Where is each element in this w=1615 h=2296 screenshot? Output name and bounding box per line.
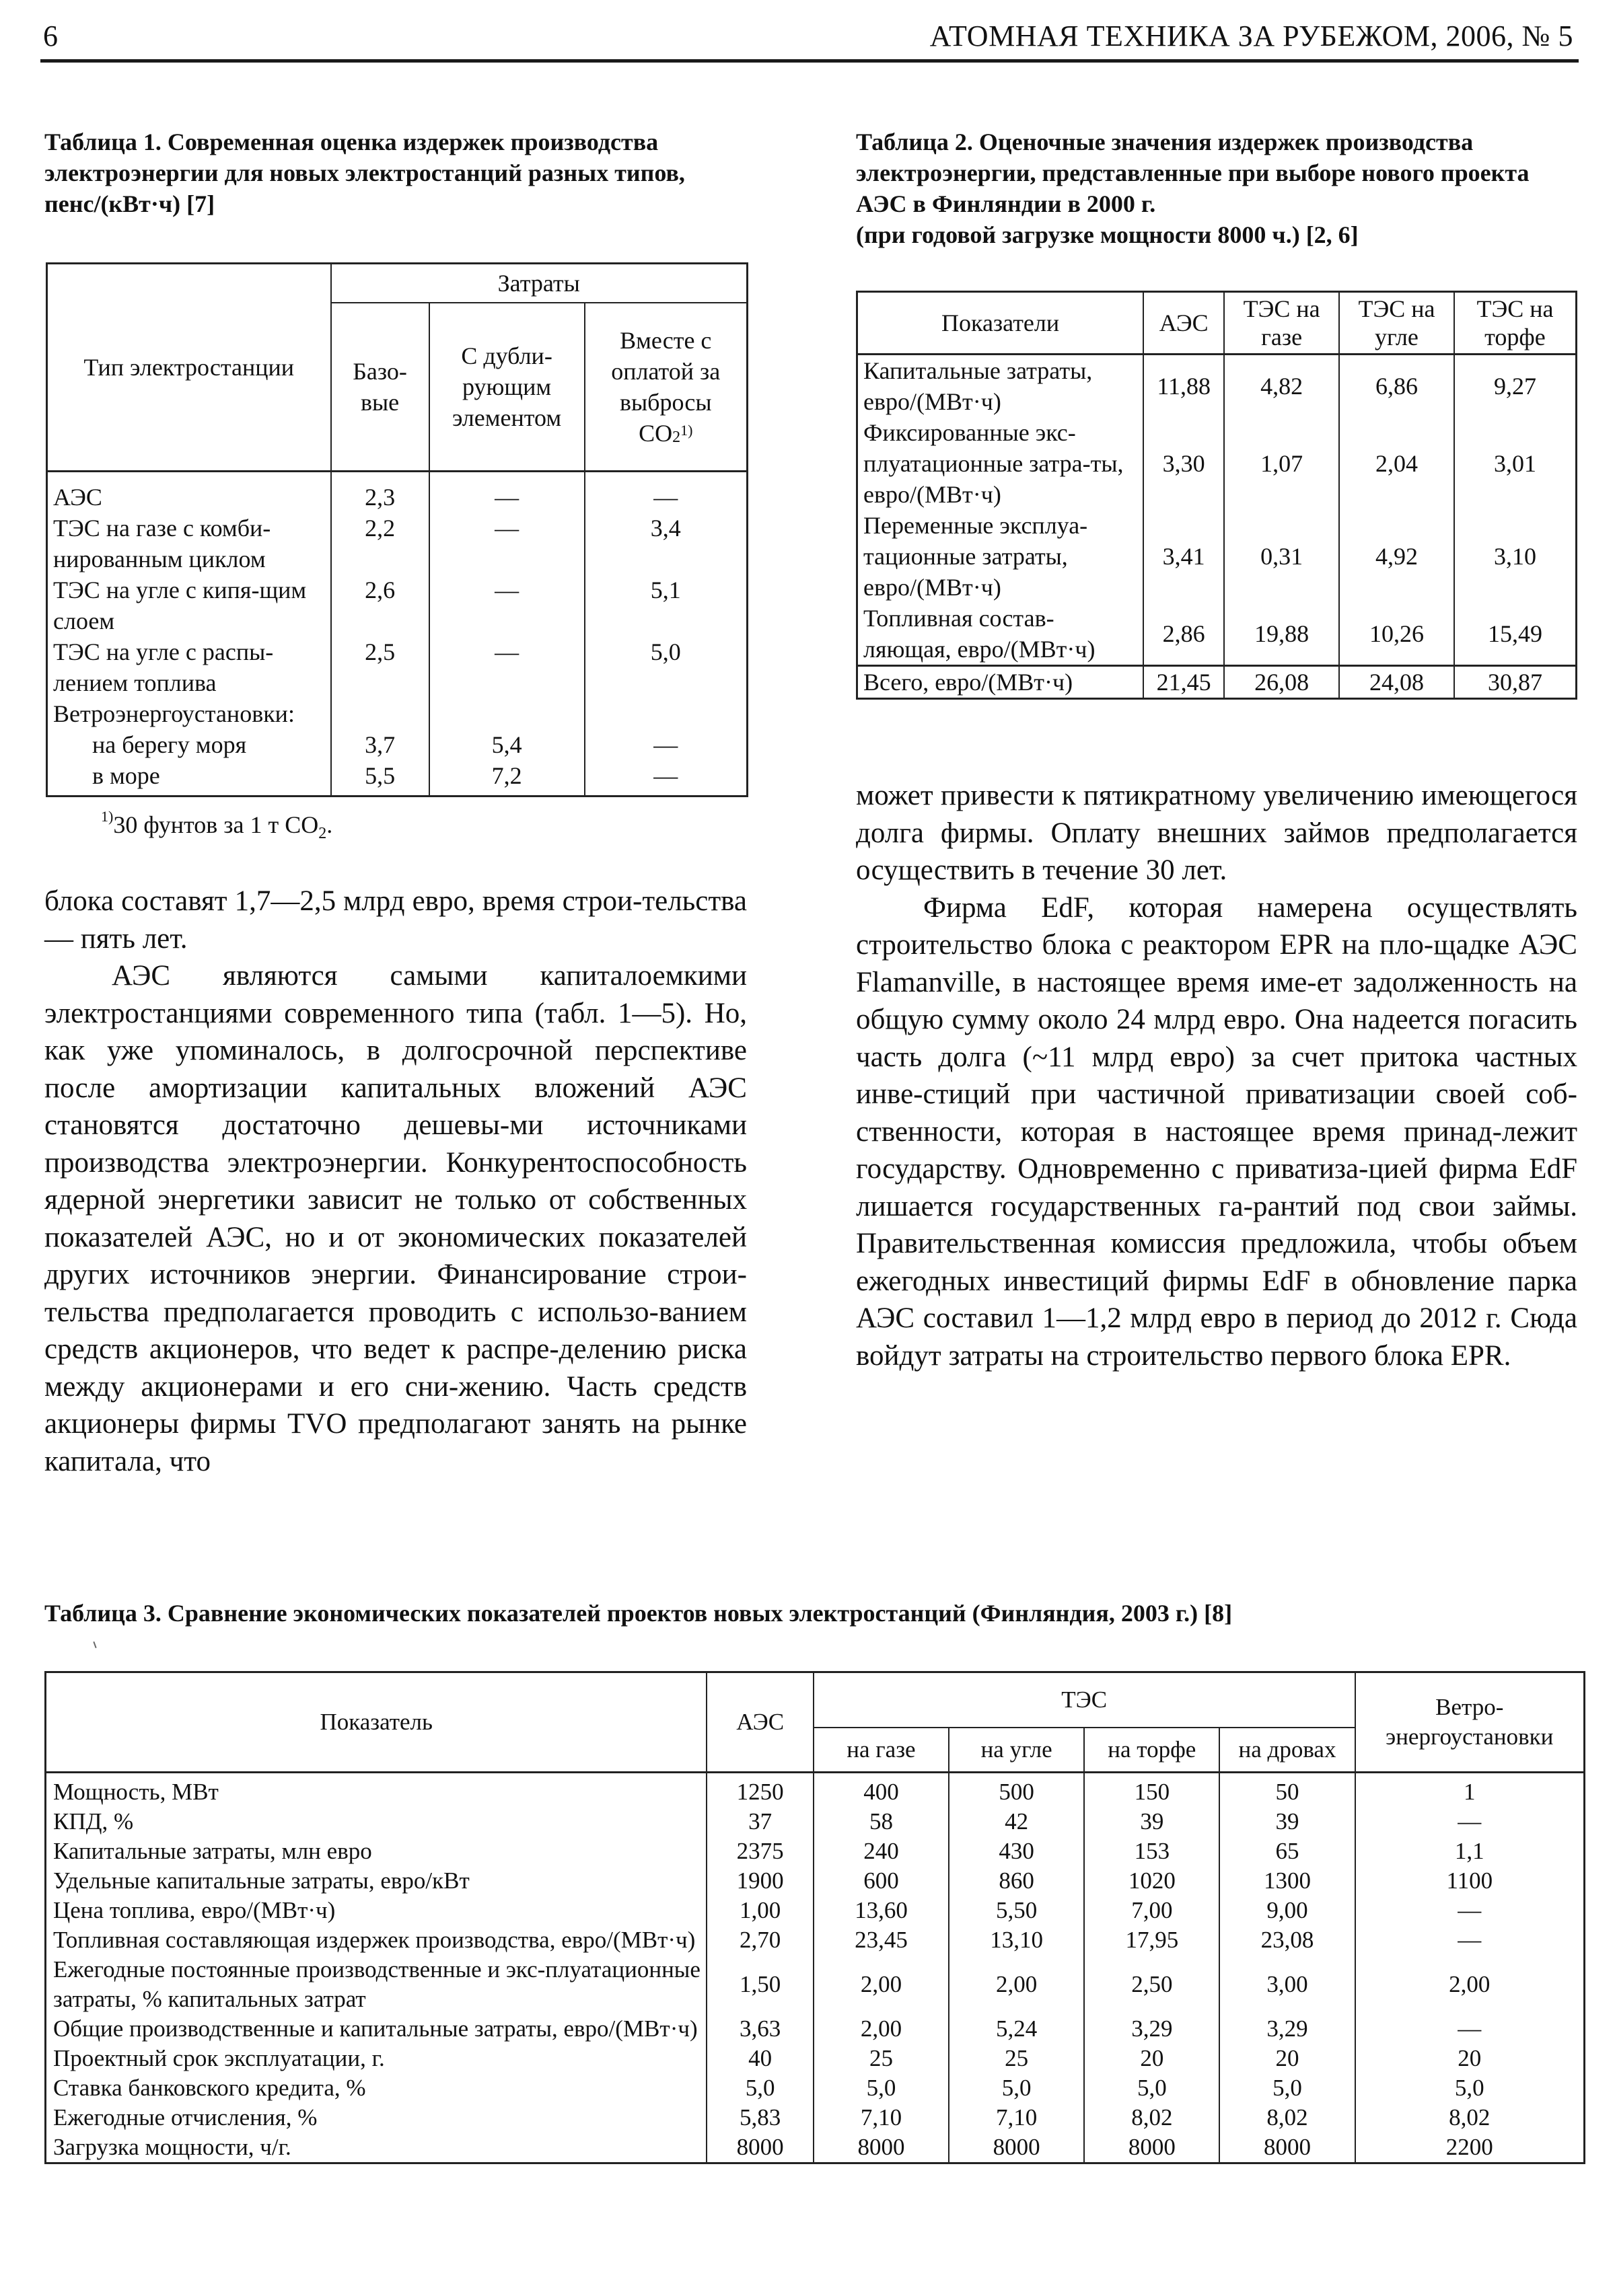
t3-cell-value: — [1355,1896,1585,1925]
t2-header-gas: ТЭС на газе [1224,292,1339,355]
t3-cell-value: 1100 [1355,1866,1585,1896]
t1-header-group: Затраты [331,264,748,303]
t3-cell-label: Капитальные затраты, млн евро [46,1837,707,1866]
t2-cell-value: 4,92 [1339,510,1454,603]
t3-row [46,2133,1585,2163]
t3-row [46,1866,1585,1896]
t2-cell-label: Капитальные затраты, евро/(МВт·ч) [857,355,1144,418]
t2-cell-value: 9,27 [1454,355,1577,418]
body-right-column [856,777,1577,1374]
t1-cell-co2 [585,698,748,729]
t2-cell-value: 19,88 [1224,603,1339,666]
t3-cell-value: 25 [814,2044,949,2073]
table2-caption-line2: (при годовой загрузке мощности 8000 ч.) [2, 6] [856,221,1359,248]
t3-cell-value: 3,29 [1219,2014,1355,2044]
t2-total-value: 21,45 [1143,666,1224,699]
t1-header-type: Тип электростанции [47,264,331,472]
t3-cell-value: 1 [1355,1773,1585,1808]
t3-cell-value: 5,24 [949,2014,1084,2044]
t1-cell-co2: — [585,472,748,513]
t3-cell-value: 150 [1084,1773,1219,1808]
t3-cell-value: 600 [814,1866,949,1896]
t3-cell-value: 8,02 [1219,2103,1355,2133]
t3-cell-value: 8000 [1219,2133,1355,2163]
t3-cell-value: 5,0 [1219,2073,1355,2103]
t1-cell-backup: — [429,575,585,636]
t3-cell-value: 5,0 [1084,2073,1219,2103]
t3-row [46,1807,1585,1837]
t2-cell-value: 1,07 [1224,417,1339,510]
t2-row [857,510,1577,603]
t1-row [47,760,748,797]
table2-caption [856,126,1583,250]
t2-cell-label: Топливная состав-ляющая, евро/(МВт·ч) [857,603,1144,666]
scan-mark [93,1641,96,1648]
t2-cell-value: 2,04 [1339,417,1454,510]
t1-cell-label: Ветроэнергоустановки: [47,698,331,729]
t2-cell-value: 2,86 [1143,603,1224,666]
t3-cell-value: 2,00 [814,1955,949,2014]
t2-header-indicator: Показатели [857,292,1144,355]
t3-cell-value: 65 [1219,1837,1355,1866]
t2-row [857,355,1577,418]
t3-cell-value: 2,50 [1084,1955,1219,2014]
t1-cell-base: 5,5 [331,760,429,797]
t3-cell-value: 5,0 [707,2073,813,2103]
t3-row [46,1837,1585,1866]
t1-cell-co2: — [585,729,748,760]
t2-cell-value: 10,26 [1339,603,1454,666]
t3-row [46,2103,1585,2133]
t3-cell-value: 13,10 [949,1925,1084,1955]
t1-header-co2 [585,303,748,472]
t3-header-npp: АЭС [707,1672,813,1773]
t2-cell-value: 3,30 [1143,417,1224,510]
t3-row [46,1955,1585,2014]
t3-cell-label: Цена топлива, евро/(МВт·ч) [46,1896,707,1925]
t3-cell-value: 5,50 [949,1896,1084,1925]
t2-total-value: 24,08 [1339,666,1454,699]
t2-row [857,417,1577,510]
t3-cell-value: — [1355,1807,1585,1837]
t3-cell-value: 153 [1084,1837,1219,1866]
t3-cell-value: 3,63 [707,2014,813,2044]
t2-cell-value: 3,41 [1143,510,1224,603]
t3-cell-value: 8000 [1084,2133,1219,2163]
table1-footnote [101,808,333,842]
t3-cell-value: 58 [814,1807,949,1837]
body-left-paragraph: АЭС являются самыми капиталоемкими электростанциями современного типа (табл. 1—5). Но, как уже упоминалось, в долгосрочной перспективе после амортизации капитальных вложений АЭС становятся достаточно дешевы-ми источниками производства электроэнергии. Конкурентоспособность ядерной энергетики зависит не только от собственных показателей АЭС, но и от экономических показателей других источников энергии. Финансирование строи-тельства предполагается проводить с использо-ванием средств акционеров, что ведет к распре-делению риска между акционерами и его сни-жению. Часть средств акционеры фирмы TVO предполагают занять на рынке капитала, что [44,960,747,1477]
body-right-paragraph: Фирма EdF, которая намерена осуществлять строительство блока с реактором EPR на пло-щадке АЭС Flamanville, в настоящее время име-ет задолженность на общую сумму около 24 млрд евро. Она надеется погасить часть долга (~11 млрд евро) за счет притока частных инве-стиций при частичной приватизации своей соб-ственности, которая в настоящее время принад-лежит государству. Одновременно с приватиза-цией фирма EdF лишается государственных га-рантий под свои займы. Правительственная комиссия предложила, чтобы объем ежегодных инвестиций фирмы EdF в обновление парка АЭС составил 1—1,2 млрд евро в период до 2012 г. Сюда войдут затраты на строительство первого блока EPR. [856,891,1577,1372]
t1-cell-co2: 5,0 [585,636,748,698]
t2-cell-value: 0,31 [1224,510,1339,603]
t1-cell-base: 3,7 [331,729,429,760]
t3-cell-label: Топливная составляющая издержек производства, евро/(МВт·ч) [46,1925,707,1955]
t1-header-base: Базо-вые [331,303,429,472]
footnote-marker: 1) [101,808,114,825]
t3-cell-value: 20 [1219,2044,1355,2073]
t3-cell-value: 5,0 [949,2073,1084,2103]
t3-cell-value: 1250 [707,1773,813,1808]
t1-cell-co2: — [585,760,748,797]
t3-cell-value: 5,83 [707,2103,813,2133]
t2-total-value: 30,87 [1454,666,1577,699]
page-number: 6 [43,20,58,52]
t2-body [857,355,1577,699]
t1-cell-base: 2,6 [331,575,429,636]
t3-header-wind: Ветро-энергоустановки [1355,1672,1585,1773]
t3-cell-value: 37 [707,1807,813,1837]
body-left-column [44,883,747,1480]
table3 [44,1671,1585,2164]
t3-header-tes-sub: на угле [949,1728,1084,1773]
t2-cell-value: 11,88 [1143,355,1224,418]
t2-cell-value: 15,49 [1454,603,1577,666]
t2-cell-label: Фиксированные экс-плуатационные затра-ты, евро/(МВт·ч) [857,417,1144,510]
table3-caption: Таблица 3. Сравнение экономических показателей проектов новых электростанций (Финляндия, 2003 г.) [8] [44,1600,1233,1627]
t3-cell-value: 13,60 [814,1896,949,1925]
t3-cell-value: 1020 [1084,1866,1219,1896]
t1-cell-label: ТЭС на газе с комби-нированным циклом [47,513,331,575]
t1-row [47,636,748,698]
body-right-paragraph: может привести к пятикратному увеличению имеющегося долга фирмы. Оплату внешних займов предполагается осуществить в течение 30 лет. [856,780,1577,886]
t1-cell-label: ТЭС на угле с распы-лением топлива [47,636,331,698]
t3-cell-value: 2,00 [1355,1955,1585,2014]
t3-cell-label: Мощность, МВт [46,1773,707,1808]
t3-cell-value: 8,02 [1084,2103,1219,2133]
t3-cell-value: 1,1 [1355,1837,1585,1866]
t3-cell-value: 7,10 [814,2103,949,2133]
t1-cell-backup: — [429,636,585,698]
t3-cell-value: 1,00 [707,1896,813,1925]
t3-cell-value: 2,00 [949,1955,1084,2014]
t3-cell-value: 5,0 [1355,2073,1585,2103]
t1-cell-base: 2,5 [331,636,429,698]
t3-cell-value: 3,00 [1219,1955,1355,2014]
t3-cell-value: 39 [1219,1807,1355,1837]
t3-cell-value: 42 [949,1807,1084,1837]
t3-cell-value: 20 [1084,2044,1219,2073]
t3-cell-value: 17,95 [1084,1925,1219,1955]
t3-cell-value: 1900 [707,1866,813,1896]
t1-row [47,729,748,760]
t3-cell-value: — [1355,2014,1585,2044]
t2-header-npp: АЭС [1143,292,1224,355]
t1-cell-label: на берегу моря [47,729,331,760]
t1-row [47,575,748,636]
t2-cell-value: 6,86 [1339,355,1454,418]
t3-cell-value: 23,45 [814,1925,949,1955]
t3-cell-label: Ежегодные постоянные производственные и экс-плуатационные затраты, % капитальных затрат [46,1955,707,2014]
footnote-end: . [326,811,333,838]
t1-cell-backup: — [429,472,585,513]
t3-cell-value: 7,10 [949,2103,1084,2133]
t1-cell-backup: 7,2 [429,760,585,797]
t3-cell-value: 7,00 [1084,1896,1219,1925]
t3-cell-value: — [1355,1925,1585,1955]
t3-cell-value: 1300 [1219,1866,1355,1896]
t3-cell-value: 8000 [814,2133,949,2163]
t3-row [46,1896,1585,1925]
t1-row [47,513,748,575]
t1-cell-backup [429,698,585,729]
t3-cell-value: 400 [814,1773,949,1808]
t3-cell-value: 25 [949,2044,1084,2073]
t3-row [46,2073,1585,2103]
t1-header-co2-sup: 1) [680,422,693,439]
journal-title: АТОМНАЯ ТЕХНИКА ЗА РУБЕЖОМ, 2006, № 5 [929,20,1573,52]
t3-cell-value: 8000 [707,2133,813,2163]
t3-header-indicator: Показатель [46,1672,707,1773]
t1-header-backup: С дубли-рующим элементом [429,303,585,472]
t2-cell-label: Переменные эксплуа-тационные затраты, евро/(МВт·ч) [857,510,1144,603]
t3-cell-label: Ставка банковского кредита, % [46,2073,707,2103]
t2-total-value: 26,08 [1224,666,1339,699]
t3-cell-label: Удельные капитальные затраты, евро/кВт [46,1866,707,1896]
t3-cell-label: КПД, % [46,1807,707,1837]
t3-cell-value: 5,0 [814,2073,949,2103]
t1-cell-co2: 5,1 [585,575,748,636]
header-rule [40,59,1579,63]
t1-body [47,472,748,797]
t3-cell-label: Ежегодные отчисления, % [46,2103,707,2133]
t3-row [46,1773,1585,1808]
t3-cell-value: 20 [1355,2044,1585,2073]
t3-cell-label: Загрузка мощности, ч/г. [46,2133,707,2163]
t3-cell-value: 23,08 [1219,1925,1355,1955]
t1-cell-co2: 3,4 [585,513,748,575]
t3-row [46,1925,1585,1955]
t1-header-co2-text: Вместе с оплатой за выбросы CO [611,327,721,447]
t2-row [857,603,1577,666]
t3-cell-value: 860 [949,1866,1084,1896]
t1-cell-base: 2,2 [331,513,429,575]
t2-cell-value: 3,10 [1454,510,1577,603]
t2-total-row [857,666,1577,699]
t3-cell-value: 2,70 [707,1925,813,1955]
t1-row [47,472,748,513]
t3-cell-value: 50 [1219,1773,1355,1808]
t1-cell-base [331,698,429,729]
t3-cell-value: 2200 [1355,2133,1585,2163]
t2-cell-value: 4,82 [1224,355,1339,418]
t3-body [46,1773,1585,2163]
table1-caption: Таблица 1. Современная оценка издержек производства электроэнергии для новых электростанций разных типов, пенс/(кВт·ч) [7] [44,128,685,217]
t3-cell-value: 430 [949,1837,1084,1866]
footnote-sub: 2 [318,825,327,842]
t1-cell-label: ТЭС на угле с кипя-щим слоем [47,575,331,636]
table2 [856,291,1577,700]
t3-cell-value: 3,29 [1084,2014,1219,2044]
t1-cell-label: в море [47,760,331,797]
t3-row [46,2044,1585,2073]
footnote-text: 30 фунтов за 1 т CO [113,811,319,838]
t3-header-tes-sub: на торфе [1084,1728,1219,1773]
t1-cell-base: 2,3 [331,472,429,513]
t3-cell-label: Проектный срок эксплуатации, г. [46,2044,707,2073]
t3-cell-value: 39 [1084,1807,1219,1837]
t3-row [46,2014,1585,2044]
t1-cell-label: АЭС [47,472,331,513]
t3-cell-value: 40 [707,2044,813,2073]
t2-cell-value: 3,01 [1454,417,1577,510]
t3-cell-value: 8,02 [1355,2103,1585,2133]
t2-header-peat: ТЭС на торфе [1454,292,1577,355]
t3-header-tes-sub: на дровах [1219,1728,1355,1773]
t1-cell-backup: — [429,513,585,575]
body-left-paragraph: блока составят 1,7—2,5 млрд евро, время строи-тельства — пять лет. [44,885,747,955]
t1-row [47,698,748,729]
table1 [46,262,748,797]
table2-caption-line1: Таблица 2. Оценочные значения издержек производства электроэнергии, представленные при выборе нового проекта АЭС в Финляндии в 2000 г. [856,128,1530,217]
t3-cell-label: Общие производственные и капитальные затраты, евро/(МВт·ч) [46,2014,707,2044]
t3-cell-value: 9,00 [1219,1896,1355,1925]
t3-cell-value: 8000 [949,2133,1084,2163]
t2-total-label: Всего, евро/(МВт·ч) [857,666,1144,699]
t3-header-tes: ТЭС [814,1672,1355,1728]
t3-cell-value: 240 [814,1837,949,1866]
t1-header-co2-sub: 2 [672,429,681,446]
t3-cell-value: 2375 [707,1837,813,1866]
t3-cell-value: 1,50 [707,1955,813,2014]
t1-cell-backup: 5,4 [429,729,585,760]
t3-cell-value: 2,00 [814,2014,949,2044]
t2-header-coal: ТЭС на угле [1339,292,1454,355]
t3-cell-value: 500 [949,1773,1084,1808]
t3-header-tes-sub: на газе [814,1728,949,1773]
